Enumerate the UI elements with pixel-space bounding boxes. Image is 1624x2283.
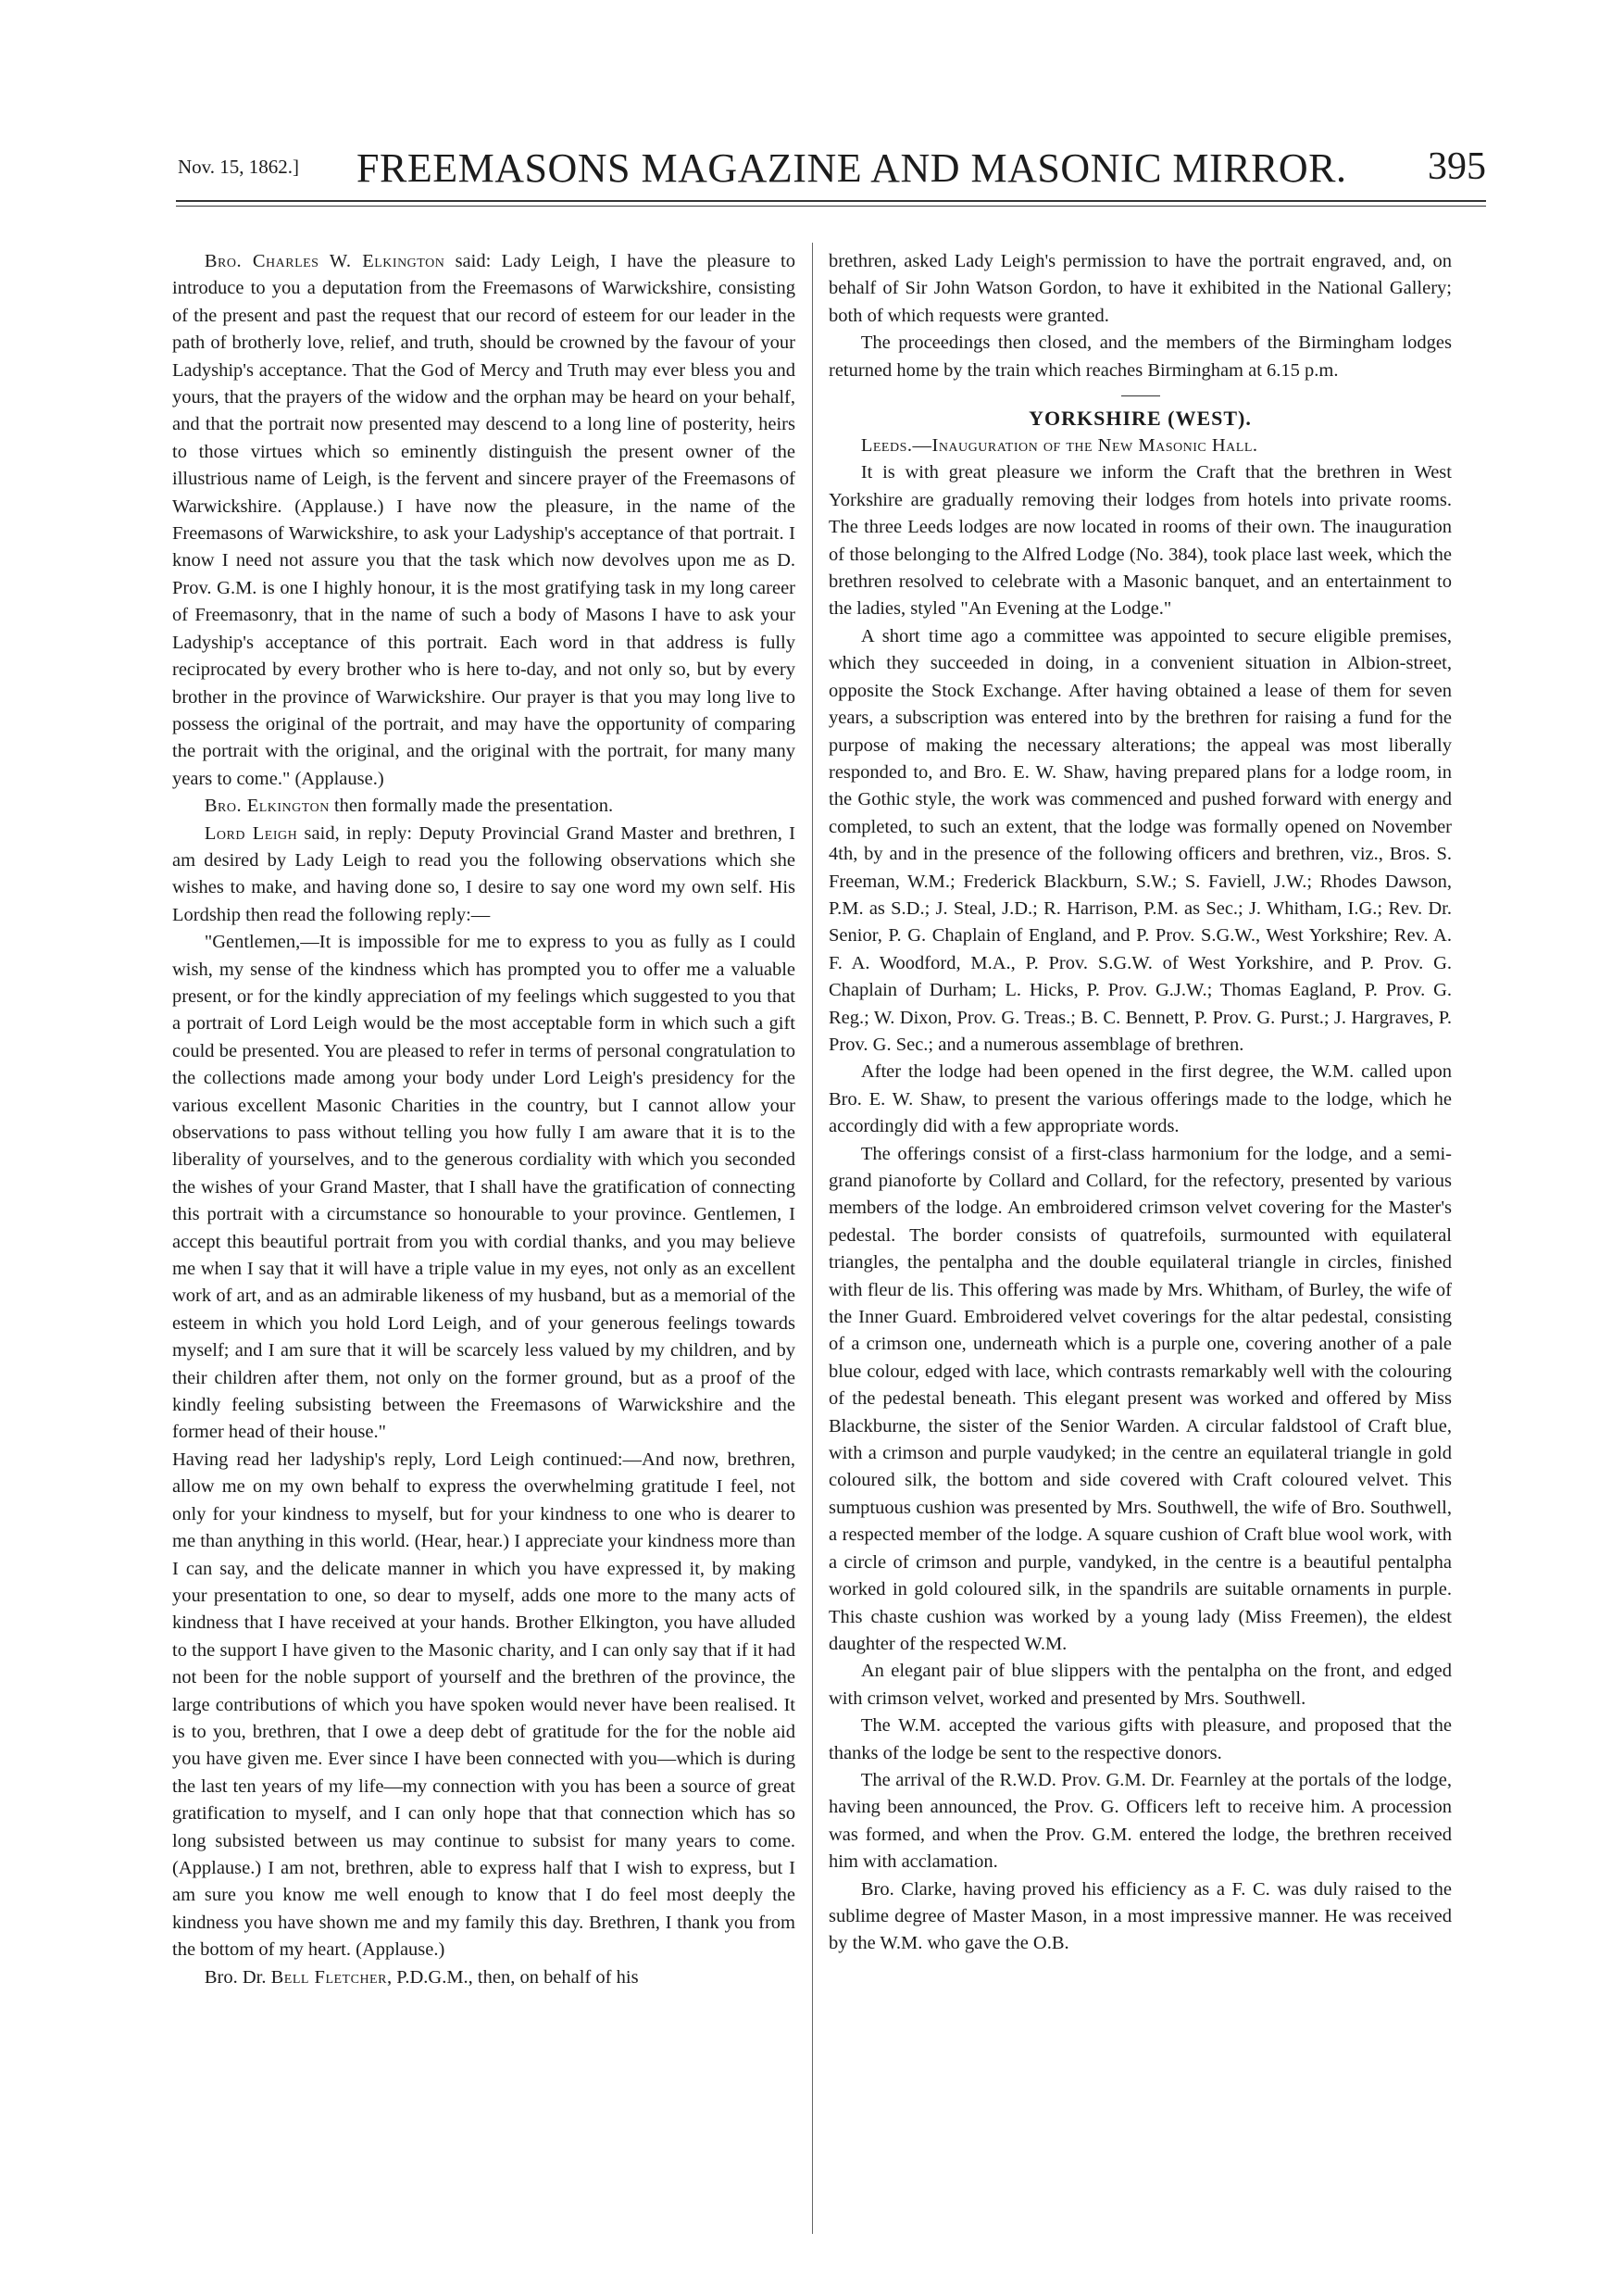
paragraph — [172, 248, 795, 793]
section-subheading: Leeds.—Inauguration of the New Masonic Hall. — [860, 435, 1258, 457]
paragraph: The W.M. accepted the various gifts with pleasure, and proposed that the thanks of the lodge be sent to the respective donors. — [829, 1715, 1452, 1763]
paragraph: The offerings consist of a first-class harmonium for the lodge, and a semi-grand pianoforte by Collard and Collard, for the refectory, presented by various members of the lodge. An embroidered crimson velvet covering for the Master's pedestal. The border consists of quatrefoils, surmounted with equilateral triangles, the pentalpha and the double equilateral triangle in circles, finished with fleur de lis. This offering was made by Mrs. Whitham, of Burley, the wife of the Inner Guard. Embroidered velvet coverings for the altar pedestal, consisting of a crimson one, underneath which is a purple one, covering another of a pale blue colour, edged with lace, which contrasts remarkably well with the colouring of the pedestal beneath. This elegant present was worked and offered by Miss Blackburne, the sister of the Senior Warden. A circular faldstool of Craft blue, with a crimson and purple vaudyked; in the centre an equilateral triangle in gold coloured silk, the bottom and side covered with Craft coloured velvet. This sumptuous cushion was presented by Mrs. Southwell, the wife of Bro. Southwell, a respected member of the lodge. A square cushion of Craft blue wool work, with a circle of crimson and purple, vandyked, in the centre is a beautiful pentalpha worked in gold coloured silk, in the spandrils are suitable ornaments in purple. This chaste cushion was worked by a young lady (Miss Freemen), the eldest daughter of the respected W.M. — [829, 1143, 1452, 1654]
paragraph: Bro. Clarke, having proved his efficiency as a F. C. was duly raised to the sublime degree of Master Mason, in a most impressive manner. He was received by the W.M. who gave the O.B. — [829, 1878, 1452, 1954]
speaker-name: Bro. Elkington — [204, 796, 330, 817]
paragraph-text: said, in reply: Deputy Provincial Grand Master and brethren, I am desired by Lady Leigh to read you the following observations which she wishes to make, and having done so, I desire to say one word my own self. His Lordship then read the following reply:— — [172, 822, 795, 925]
paragraph — [172, 821, 795, 930]
paragraph: An elegant pair of blue slippers with the pentalpha on the front, and edged with crimson velvet, worked and presented by Mrs. Southwell. — [829, 1661, 1452, 1709]
column-divider — [812, 243, 813, 2234]
letter-reply: "Gentlemen,—It is impossible for me to express to you as fully as I could wish, my sense of the kindness which has prompted you to offer me a valuable present, or for the kindly appreciation of my feelings which suggested to you that a portrait of Lord Leigh would be the most acceptable form in which such a gift could be presented. You are pleased to refer in terms of personal congratulation to the collections made among your body under Lord Leigh's presidency for the various excellent Masonic Charities in the country, but I cannot allow your observations to pass without telling you how fully I am aware that it is to the liberality of yourselves, and to the generous cordiality with which you seconded the wishes of your Grand Master, that I shall have the gratification of connecting this portrait with a circumstance so honourable to your province. Gentlemen, I accept this beautiful portrait from you with cordial thanks, and you may believe me when I say that it will have a triple value in my eyes, not only as an excellent work of art, and as an admirable likeness of my husband, but as a memorial of the esteem in which you hold Lord Leigh, and of your generous feelings towards myself; and I am sure that it will be scarcely less valued by my children, and by their children after them, not only on the former ground, but as a proof of the kindly feeling subsisting between the Freemasons of Warwickshire and the former head of their house." — [172, 932, 795, 1443]
paragraph: Having read her ladyship's reply, Lord Leigh continued:—And now, brethren, allow me on my own behalf to express the overwhelming gratitude I feel, not only for your kindness to myself, but for your kindness to one who is dearer to me than anything in this world. (Hear, hear.) I appreciate your kindness more than I can say, and the delicate manner in which you have expressed it, by making your presentation to one, so dear to myself, adds one more to the many acts of kindness that I have received at your hands. Brother Elkington, you have alluded to the support I have given to the Masonic charity, and I can only say that if it had not been for the noble support of yourself and the brethren of the province, the large contributions of which you have spoken would never have been realised. It is to you, brethren, that I owe a deep debt of gratitude for the for the noble aid you have given me. Ever since I have been connected with you—which is during the last ten years of my life—my connection with you has been a source of great gratification to myself, and I can only hope that that connection which has so long subsisted between us may continue to subsist for many years to come. (Applause.) I am not, brethren, able to express half that I wish to express, but I am sure you know me well enough to know that I do feel most deeply the kindness you have shown me and my family this day. Brethren, I thank you from the bottom of my heart. (Applause.) — [172, 1449, 795, 1961]
speaker-name: Bell Fletcher — [270, 1966, 387, 1988]
page-header — [167, 139, 1486, 194]
paragraph-text: then formally made the presentation. — [329, 796, 614, 817]
paragraph: A short time ago a committee was appointed to secure eligible premises, which they succeeded in doing, in a convenient situation in Albion-street, opposite the Stock Exchange. After having obtained a lease of them for seven years, a subscription was entered into by the brethren for raising a fund for the purpose of making the necessary alterations; the appeal was most liberally responded to, and Bro. E. W. Shaw, having prepared plans for a lodge room, in the Gothic style, the work was commenced and pushed forward with energy and completed, to such an extent, that the lodge was formally opened on November 4th, by and in the presence of the following officers and brethren, viz., Bros. S. Freeman, W.M.; Frederick Blackburn, S.W.; S. Faviell, J.W.; Rhodes Dawson, P.M. as S.D.; J. Steal, J.D.; R. Harrison, P.M. as Sec.; J. Whitham, I.G.; Rev. Dr. Senior, P. G. Chaplain of England, and P. Prov. S.G.W., West Yorkshire; Rev. A. F. A. Woodford, M.A., P. Prov. S.G.W. of West Yorkshire, and P. Prov. G. Chaplain of Durham; L. Hicks, P. Prov. G.J.W.; Thomas Eagland, P. Prov. G. Reg.; W. Dixon, Prov. G. Treas.; B. C. Bennett, P. Prov. G. Purst.; J. Hargraves, P. Prov. G. Sec.; and a numerous assemblage of brethren. — [829, 625, 1452, 1055]
section-separator — [829, 384, 1452, 405]
paragraph: brethren, asked Lady Leigh's permission to have the portrait engraved, and, on behalf of Sir John Watson Gordon, to have it exhibited in the National Gallery; both of which requests were granted. — [829, 251, 1452, 326]
paragraph: The arrival of the R.W.D. Prov. G.M. Dr. Fearnley at the portals of the lodge, having been announced, the Prov. G. Officers left to receive him. A procession was formed, and when the Prov. G.M. entered the lodge, the brethren received him with acclamation. — [829, 1769, 1452, 1873]
speaker-name: Lord Leigh — [204, 822, 298, 844]
paragraph — [172, 793, 795, 820]
speaker-prefix: Bro. Dr. — [204, 1966, 271, 1988]
paragraph: The proceedings then closed, and the members of the Birmingham lodges returned home by the train which reaches Birmingham at 6.15 p.m. — [829, 332, 1452, 381]
section-title: YORKSHIRE (WEST). — [1029, 407, 1252, 431]
paragraph-text: said: Lady Leigh, I have the pleasure to introduce to you a deputation from the Freemasons of Warwickshire, consisting of the present and past the request that our record of esteem for our leader in the path of brotherly love, relief, and truth, should be crowned by the favour of your Ladyship's acceptance. That the God of Mercy and Truth may ever bless you and yours, that the prayers of the widow and the orphan may be heard on your behalf, and that the portrait now presented may descend to a long line of posterity, heirs to those virtues which so eminently distinguish the present owner of the illustrious name of Leigh, is the fervent and sincere prayer of the Freemasons of Warwickshire. (Applause.) I have now the pleasure, in the name of the Freemasons of Warwickshire, to ask your Ladyship's acceptance of that portrait. I know I need not assure you that the task which now devolves upon me as D. Prov. G.M. is one I highly honour, it is the most gratifying task in my long career of Freemasonry, that in the name of such a body of Masons I have to ask your Ladyship's acceptance of this portrait. Each word in that address is fully reciprocated by every brother who is here to-day, and not only so, but by every brother in the province of Warwickshire. Our prayer is that you may long live to possess the original of the portrait, and may have the opportunity of comparing the portrait with the original, and the original with the portrait, for many many years to come." (Applause.) — [172, 251, 795, 789]
page-number: 395 — [1428, 145, 1486, 188]
paragraph-text: , P.D.G.M., then, on behalf of his — [386, 1966, 639, 1988]
magazine-title: FREEMASONS MAGAZINE AND MASONIC MIRROR. — [356, 145, 1347, 191]
right-column — [829, 248, 1452, 2230]
issue-date: Nov. 15, 1862.] — [178, 156, 300, 178]
header-rule-thin — [176, 206, 1486, 207]
speaker-name: Bro. Charles W. Elkington — [204, 251, 445, 271]
paragraph — [172, 1964, 795, 1991]
paragraph: It is with great pleasure we inform the Craft that the brethren in West Yorkshire are gradually removing their lodges from hotels into private rooms. The three Leeds lodges are now located in rooms of their own. The inauguration of those belonging to the Alfred Lodge (No. 384), took place last week, which the brethren resolved to celebrate with a Masonic banquet, and an entertainment to the ladies, styled "An Evening at the Lodge." — [829, 462, 1452, 620]
paragraph: After the lodge had been opened in the first degree, the W.M. called upon Bro. E. W. Shaw, to present the various offerings made to the lodge, which he accordingly did with a few appropriate words. — [829, 1061, 1452, 1137]
header-rule-thick — [176, 200, 1486, 202]
left-column — [172, 248, 795, 2230]
